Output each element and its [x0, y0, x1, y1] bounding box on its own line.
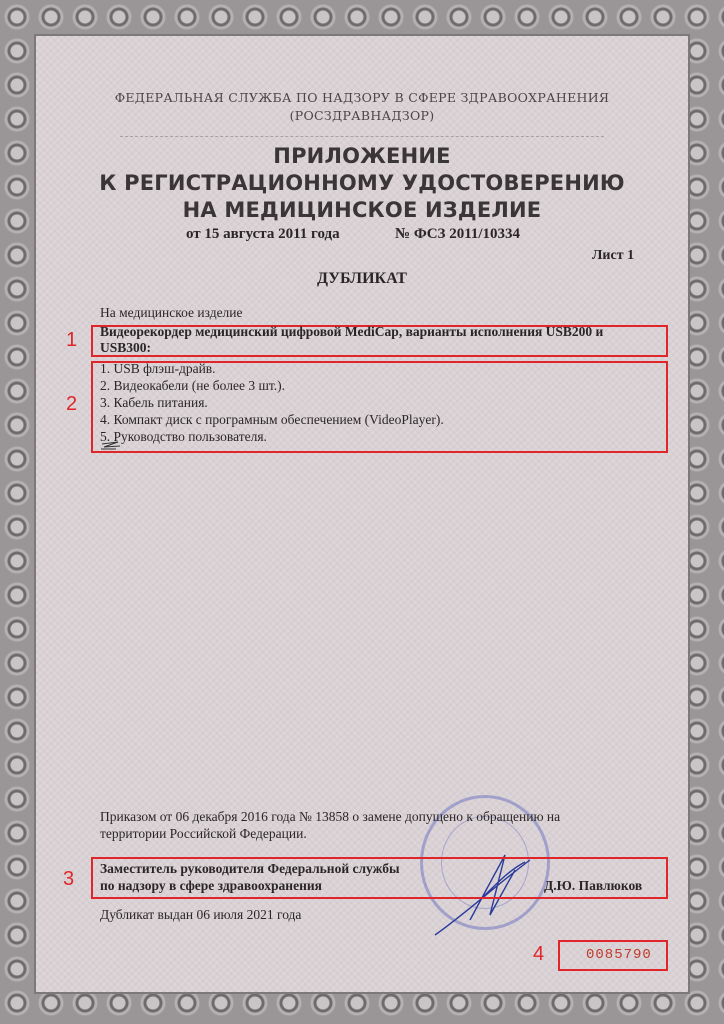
- component-item: 4. Компакт диск с програмным обеспечением (VideoPlayer).: [100, 412, 444, 427]
- agency-name: ФЕДЕРАЛЬНАЯ СЛУЖБА ПО НАДЗОРУ В СФЕРЕ ЗДРАВООХРАНЕНИЯ: [114, 90, 610, 105]
- registration-date: от 15 августа 2011 года: [186, 226, 340, 242]
- serial-number: 0085790: [586, 947, 652, 963]
- duplicate-issued-date: Дубликат выдан 06 июля 2021 года: [100, 907, 302, 922]
- registration-number: № ФСЗ 2011/10334: [395, 226, 521, 242]
- component-item: 3. Кабель питания.: [100, 395, 208, 410]
- device-name-line-2: USB300:: [100, 340, 152, 355]
- order-text-line-2: территории Российской Федерации.: [100, 826, 307, 841]
- agency-short-name: (РОСЗДРАВНАДЗОР): [289, 108, 435, 123]
- signer-name: Д.Ю. Павлюков: [544, 878, 643, 893]
- device-name-line-1: Видеорекордер медицинский цифровой MediCap, варианты исполнения USB200 и: [100, 324, 604, 339]
- order-text-line-1: Приказом от 06 декабря 2016 года № 13858 о замене допущено к обращению на: [100, 809, 561, 824]
- signer-title-line-2: по надзору в сфере здравоохранения: [100, 878, 322, 893]
- signer-title-line-1: Заместитель руководителя Федеральной службы: [100, 861, 400, 876]
- component-item: 2. Видеокабели (не более 3 шт.).: [100, 378, 285, 393]
- intro-text: На медицинское изделие: [100, 305, 243, 320]
- duplicate-heading: ДУБЛИКАТ: [317, 270, 407, 287]
- annotation-label-2: 2: [66, 393, 78, 415]
- title-line-1: ПРИЛОЖЕНИЕ: [273, 144, 451, 168]
- title-line-2: К РЕГИСТРАЦИОННОМУ УДОСТОВЕРЕНИЮ: [99, 171, 625, 195]
- annotation-label-4: 4: [533, 943, 545, 965]
- annotation-label-1: 1: [66, 329, 78, 351]
- component-item: 5. Руководство пользователя.: [100, 429, 267, 444]
- annotation-label-3: 3: [63, 868, 75, 890]
- sheet-number: Лист 1: [592, 248, 635, 263]
- title-line-3: НА МЕДИЦИНСКОЕ ИЗДЕЛИЕ: [182, 198, 542, 222]
- component-item: 1. USB флэш-драйв.: [100, 361, 216, 376]
- header-divider: [120, 136, 604, 137]
- initials-scribble: [100, 441, 122, 451]
